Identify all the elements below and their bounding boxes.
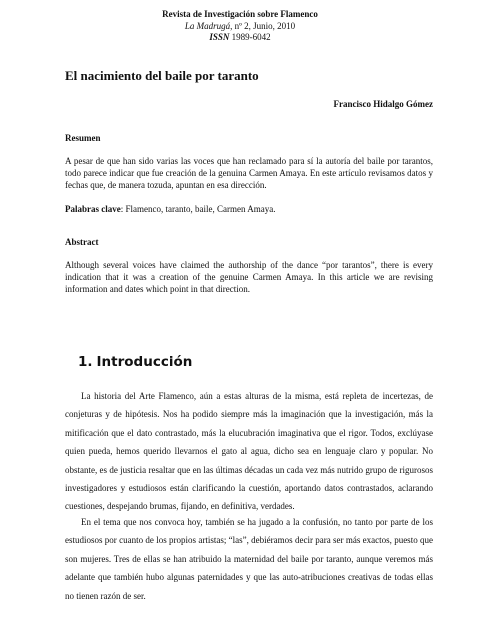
- issue-details: , nº 2, Junio, 2010: [230, 20, 296, 31]
- keywords-text: : Flamenco, taranto, baile, Carmen Amaya.: [120, 204, 276, 214]
- section-title: Introducción: [96, 354, 193, 370]
- body-paragraph-2: En el tema que nos convoca hoy, también se ha jugado a la confusión, no tanto por parte de los estudiosos por cuanto de los propios artistas; “las”, debiéramos decir para ser más exactos, puesto que son mujeres. Tres de ellas se han atribuido la maternidad del baile por taranto, aunque veremos más adelante que también hubo algunas paternidades y que las auto-atribuciones creativas de todas ellas no tienen razón de ser.: [65, 517, 433, 601]
- section-heading: [78, 354, 192, 370]
- section-number: 1.: [78, 354, 93, 370]
- issue-line: [0, 21, 480, 33]
- journal-masthead: [0, 9, 480, 44]
- issn-label: ISSN: [209, 32, 230, 42]
- abstract-text: Although several voices have claimed the authorship of the dance “por tarantos”, there is every indication that it was a creation of the genuine Carmen Amaya. In this article we are revising information and dates which point in that direction.: [65, 260, 433, 294]
- abstract-heading: Abstract: [65, 237, 99, 247]
- issn-line: [0, 32, 480, 44]
- resumen-text: A pesar de que han sido varias las voces que han reclamado para sí la autoría del baile por tarantos, todo parece indicar que fue creación de la genuina Carmen Amaya. En este artículo revisamos datos y fechas que, de manera tozuda, apuntan en esa dirección.: [65, 156, 433, 190]
- journal-name: Revista de Investigación sobre Flamenco: [162, 9, 318, 19]
- keywords-label: Palabras clave: [65, 204, 121, 214]
- issue-name: La Madrugá: [184, 20, 231, 31]
- article-title: El nacimiento del baile por taranto: [65, 68, 259, 83]
- resumen-heading: Resumen: [65, 133, 101, 143]
- body-paragraph-1: La historia del Arte Flamenco, aún a estas alturas de la misma, está repleta de incertezas, de conjeturas y de hipótesis. Nos ha podido siempre más la imaginación que la investigación, más la mitificación que el dato contrastado, más la elucubración imaginativa que el rigor. Todos, exclúyase quien pueda, hemos querido llevarnos el gato al agua, dicho sea en lenguaje claro y popular. No obstante, es de justicia resaltar que en las últimas décadas un cada vez más nutrido grupo de rigurosos investigadores y estudiosos están clarificando la cuestión, aportando datos contrastados, aclarando cuestiones, despejando brumas, fijando, en definitiva, verdades.: [65, 391, 433, 512]
- issn-value: 1989-6042: [231, 32, 271, 42]
- keywords-line: [65, 203, 433, 215]
- article-author: Francisco Hidalgo Gómez: [333, 99, 433, 109]
